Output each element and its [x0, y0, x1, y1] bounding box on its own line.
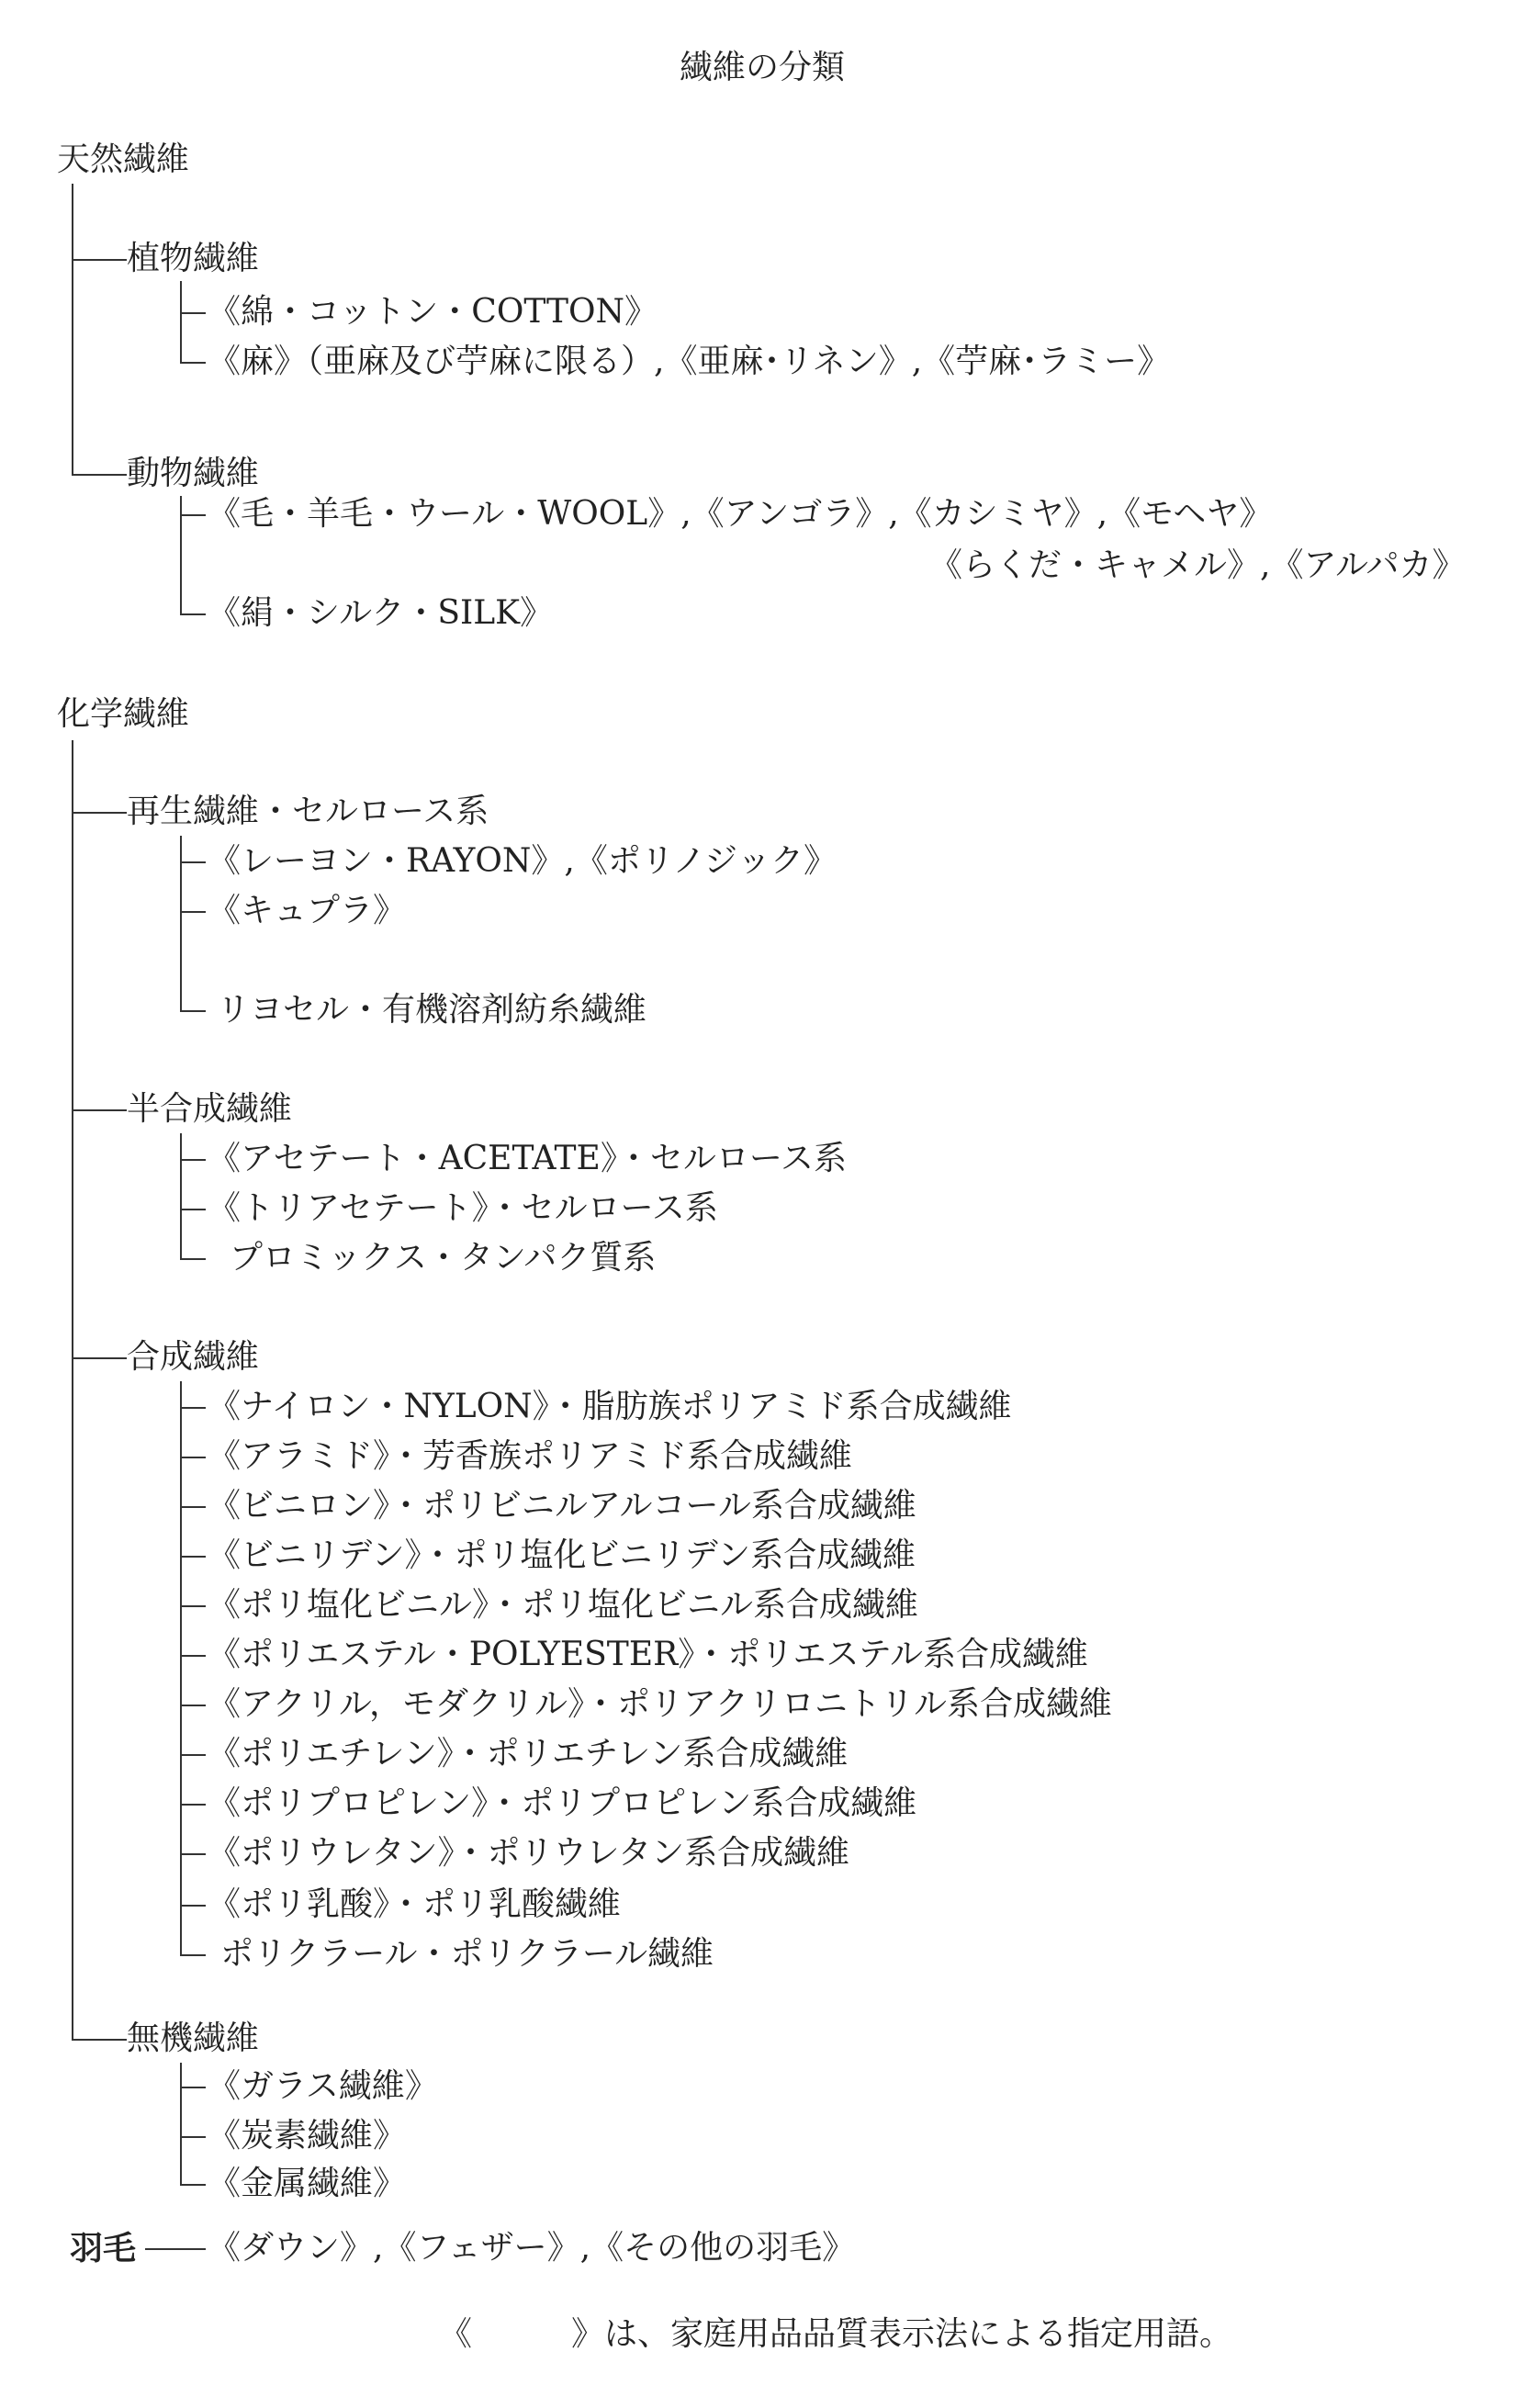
tree-line-synthetic — [180, 1381, 182, 1956]
branch-synthetic-item — [180, 1605, 206, 1607]
fiber-item-continued: 《らくだ・キャメル》,《アルパカ》 — [929, 546, 1466, 584]
branch-animal — [72, 474, 127, 476]
subcategory-semisynthetic: 半合成繊維 — [127, 1090, 293, 1128]
category-chemical: 化学繊維 — [57, 695, 190, 733]
tree-line-semisynthetic — [180, 1133, 182, 1260]
fiber-item: 《ナイロン・NYLON》・脂肪族ポリアミド系合成繊維 — [208, 1388, 1012, 1425]
branch-regenerated — [72, 812, 127, 814]
fiber-item: 《毛・羊毛・ウール・WOOL》,《アンゴラ》,《カシミヤ》,《モヘヤ》 — [208, 495, 1273, 533]
fiber-item: 《ビニロン》・ポリビニルアルコール系合成繊維 — [208, 1487, 916, 1525]
branch-plant-item — [180, 312, 206, 314]
fiber-item: リヨセル・有機溶剤紡糸繊維 — [217, 991, 647, 1029]
fiber-item: 《ポリエチレン》・ポリエチレン系合成繊維 — [208, 1735, 849, 1772]
tree-line-chemical — [72, 740, 73, 2041]
fiber-item: 《炭素繊維》 — [208, 2117, 407, 2155]
branch-animal-item — [180, 514, 206, 516]
subcategory-regenerated: 再生繊維・セルロース系 — [127, 793, 489, 830]
fiber-item: 《ポリウレタン》・ポリウレタン系合成繊維 — [208, 1834, 850, 1872]
fiber-item: 《ポリプロピレン》・ポリプロピレン系合成繊維 — [208, 1784, 917, 1822]
subcategory-synthetic: 合成繊維 — [127, 1338, 260, 1376]
page-title: 繊維の分類 — [680, 49, 846, 86]
subcategory-plant: 植物繊維 — [127, 240, 260, 277]
subcategory-inorganic: 無機繊維 — [127, 2020, 260, 2057]
fiber-item: 《綿・コットン・COTTON》 — [208, 293, 658, 331]
branch-animal-item — [180, 613, 206, 615]
branch-synthetic-item — [180, 1506, 206, 1508]
fiber-item: ポリクラール・ポリクラール繊維 — [220, 1935, 714, 1973]
fiber-item: 《アクリル，モダクリル》・ポリアクリロニトリル系合成繊維 — [208, 1685, 1112, 1723]
fiber-item: プロミックス・タンパク質系 — [230, 1239, 657, 1277]
branch-synthetic-item — [180, 1804, 206, 1806]
branch-inorganic-item — [180, 2087, 206, 2088]
tree-line-plant — [180, 281, 182, 364]
branch-synthetic-item — [180, 1457, 206, 1458]
category-feather: 羽毛 — [70, 2229, 137, 2267]
fiber-item: 《金属繊維》 — [208, 2165, 407, 2202]
branch-synthetic-item — [180, 1407, 206, 1409]
subcategory-animal: 動物繊維 — [127, 455, 260, 492]
branch-feather — [145, 2248, 206, 2250]
branch-synthetic-item — [180, 1655, 206, 1657]
fiber-item: 《キュプラ》 — [208, 892, 407, 929]
feather-items: 《ダウン》,《フェザー》,《その他の羽毛》 — [208, 2229, 856, 2267]
branch-inorganic — [72, 2039, 127, 2041]
fiber-item: 《麻》（亜麻及び苧麻に限る）,《亜麻･リネン》,《苧麻･ラミー》 — [208, 343, 1171, 380]
branch-regenerated-item — [180, 911, 206, 913]
fiber-item: 《ビニリデン》・ポリ塩化ビニリデン系合成繊維 — [208, 1536, 916, 1574]
category-natural: 天然繊維 — [57, 141, 190, 178]
branch-semisynthetic — [72, 1109, 127, 1111]
branch-regenerated-item — [180, 1010, 206, 1012]
branch-plant — [72, 259, 127, 261]
branch-synthetic — [72, 1357, 127, 1359]
footnote-text: は、家庭用品品質表示法による指定用語。 — [604, 2315, 1233, 2353]
branch-synthetic-item — [180, 1754, 206, 1756]
branch-inorganic-item — [180, 2136, 206, 2138]
branch-synthetic-item — [180, 1905, 206, 1907]
fiber-item: 《レーヨン・RAYON》,《ポリノジック》 — [208, 842, 837, 880]
branch-synthetic-item — [180, 1954, 206, 1956]
fiber-item: 《アセテート・ACETATE》・セルロース系 — [208, 1140, 848, 1177]
fiber-item: 《ポリ乳酸》・ポリ乳酸繊維 — [208, 1885, 622, 1923]
branch-semisynthetic-item — [180, 1159, 206, 1161]
branch-synthetic-item — [180, 1853, 206, 1855]
branch-regenerated-item — [180, 861, 206, 863]
fiber-item: 《絹・シルク・SILK》 — [208, 594, 554, 632]
fiber-item: 《アラミド》・芳香族ポリアミド系合成繊維 — [208, 1437, 853, 1475]
tree-line-inorganic — [180, 2063, 182, 2186]
branch-synthetic-item — [180, 1556, 206, 1558]
footnote-bracket: 《 》 — [439, 2315, 605, 2353]
fiber-item: 《ポリ塩化ビニル》・ポリ塩化ビニル系合成繊維 — [208, 1586, 919, 1624]
fiber-item: 《ガラス繊維》 — [208, 2067, 438, 2105]
branch-inorganic-item — [180, 2184, 206, 2186]
footnote — [439, 2314, 1232, 2355]
fiber-item: 《トリアセテート》・セルロース系 — [208, 1189, 718, 1227]
tree-line-natural — [72, 184, 73, 476]
branch-semisynthetic-item — [180, 1258, 206, 1260]
branch-synthetic-item — [180, 1705, 206, 1706]
branch-plant-item — [180, 362, 206, 364]
branch-semisynthetic-item — [180, 1209, 206, 1210]
fiber-item: 《ポリエステル・POLYESTER》・ポリエステル系合成繊維 — [208, 1636, 1088, 1673]
